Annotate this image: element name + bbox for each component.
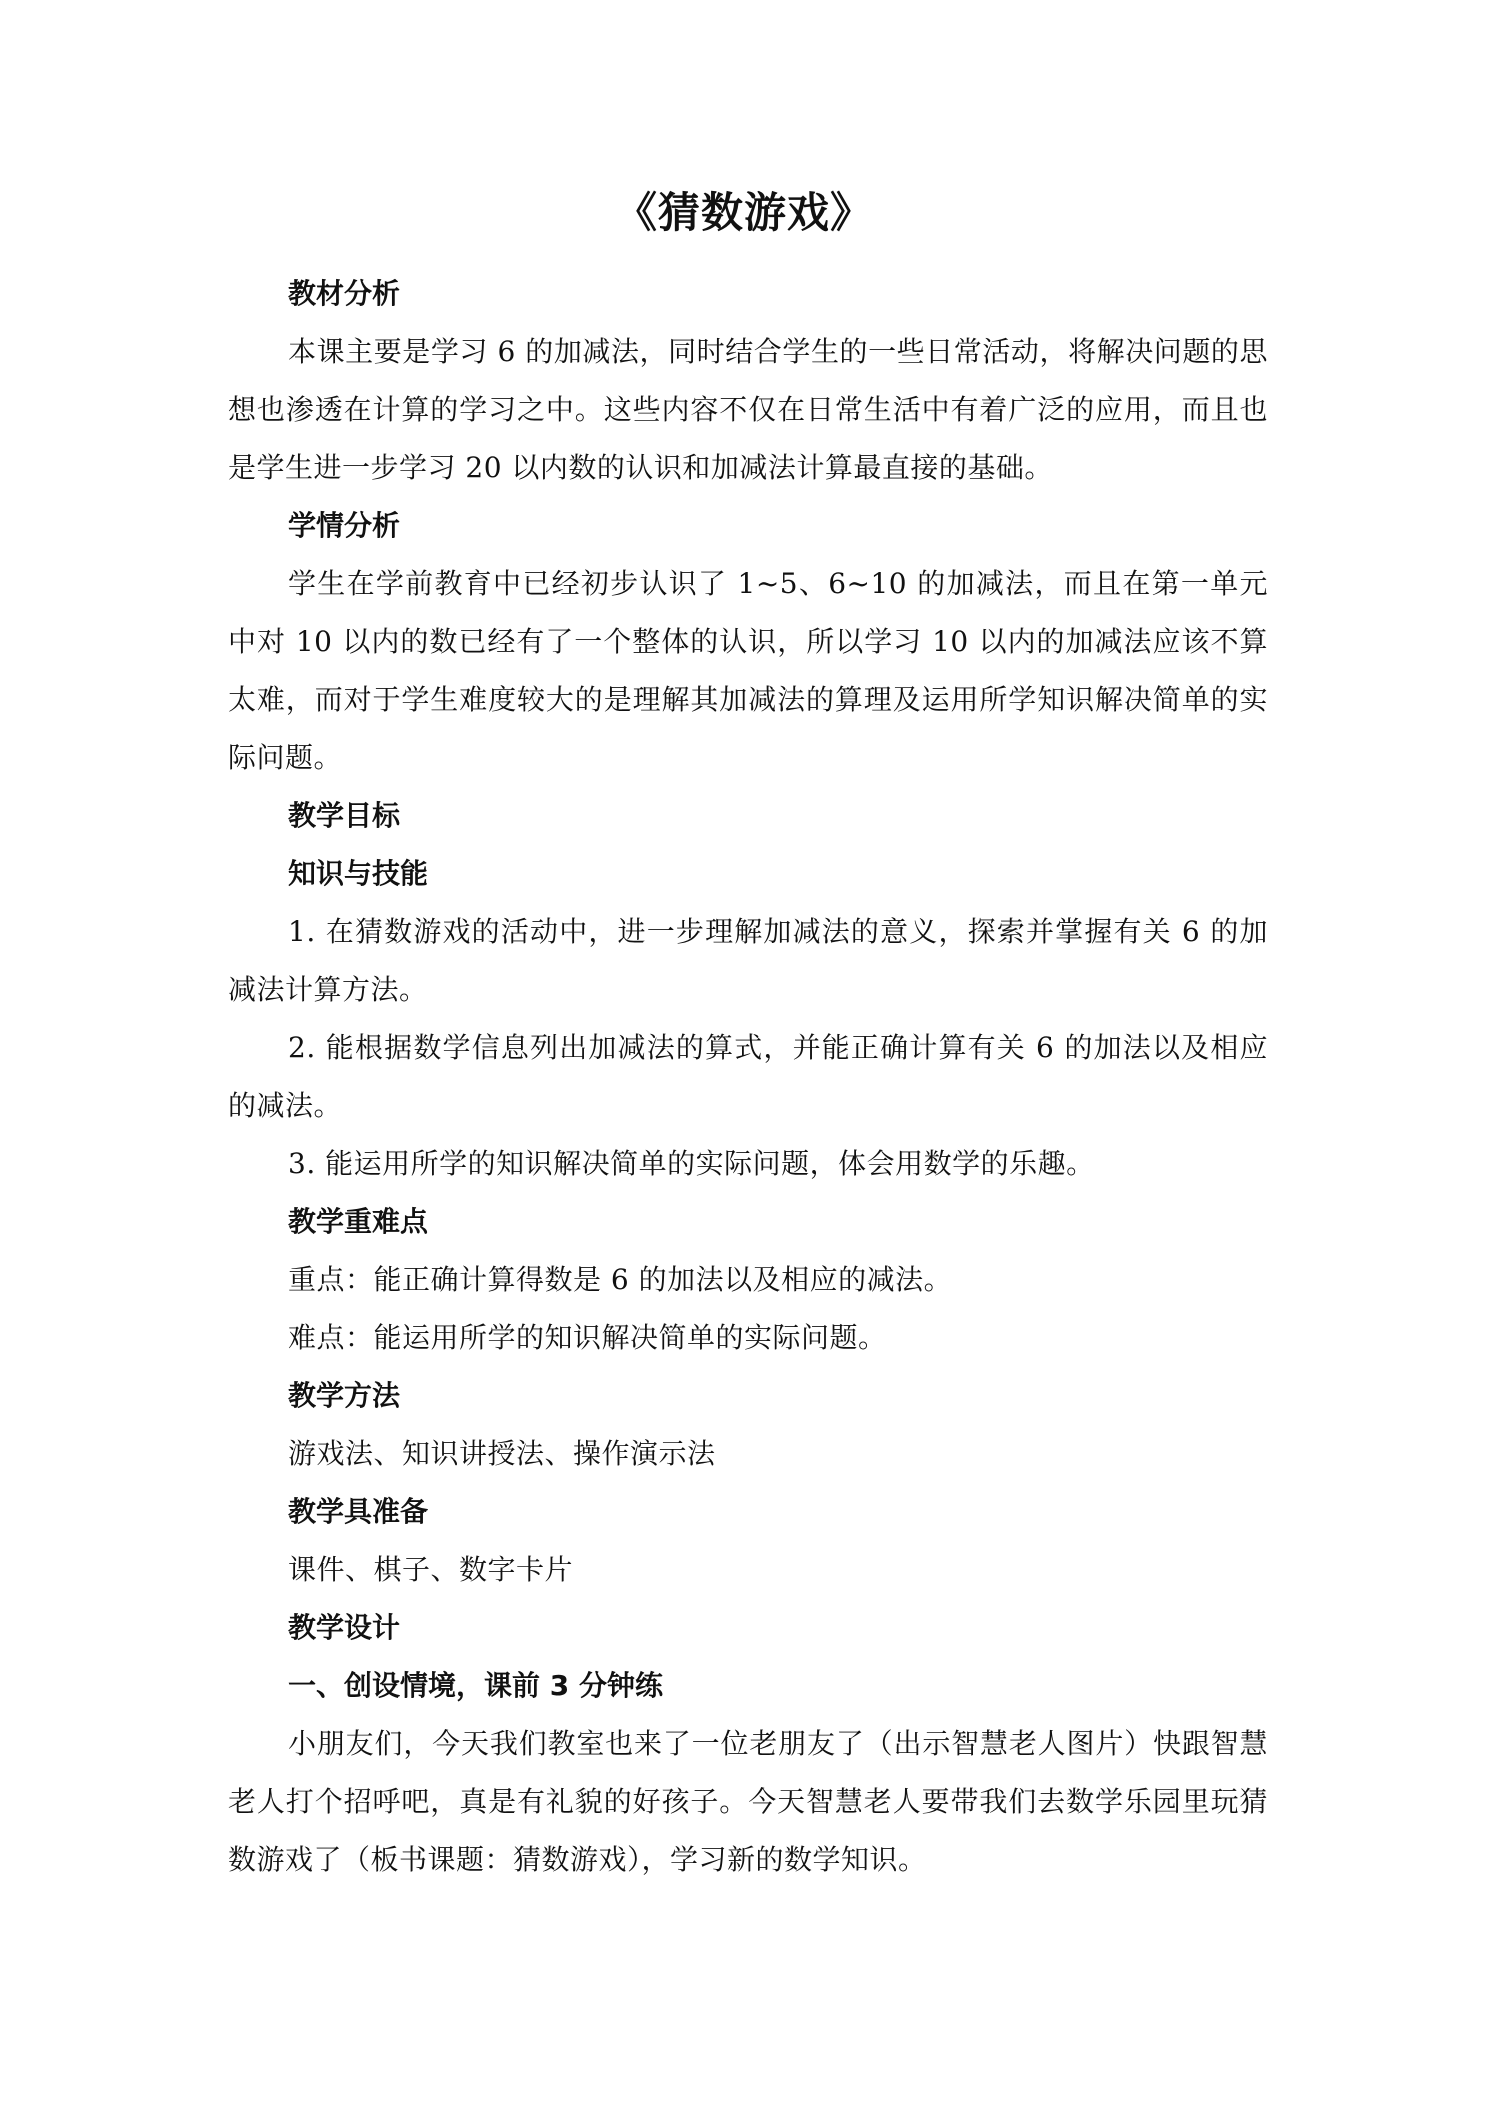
paragraph-create-situation: 小朋友们，今天我们教室也来了一位老朋友了（出示智慧老人图片）快跟智慧老人打个招呼吧，真是有礼貌的好孩子。今天智慧老人要带我们去数学乐园里玩猜数游戏了（板书课题：猜数游戏），学习新的数学知识。 bbox=[228, 1727, 1268, 1876]
teaching-methods-text: 游戏法、知识讲授法、操作演示法 bbox=[288, 1437, 716, 1470]
paragraph-textbook-analysis: 本课主要是学习 6 的加减法，同时结合学生的一些日常活动，将解决问题的思想也渗透在计算的学习之中。这些内容不仅在日常生活中有着广泛的应用，而且也是学生进一步学习 20 以内数的认识和加减法计算最直接的基础。 bbox=[228, 335, 1268, 484]
teaching-materials-text: 课件、棋子、数字卡片 bbox=[288, 1553, 574, 1586]
heading-teaching-goals: 教学目标 bbox=[288, 799, 401, 832]
goal-item-1: 1. 在猜数游戏的活动中，进一步理解加减法的意义，探索并掌握有关 6 的加减法计算方法。 bbox=[228, 915, 1268, 1006]
difficult-point: 难点：能运用所学的知识解决简单的实际问题。 bbox=[288, 1321, 887, 1354]
heading-key-difficult-points: 教学重难点 bbox=[288, 1205, 429, 1238]
goal-item-2: 2. 能根据数学信息列出加减法的算式，并能正确计算有关 6 的加法以及相应的减法。 bbox=[228, 1031, 1268, 1122]
heading-textbook-analysis: 教材分析 bbox=[288, 277, 401, 310]
key-point: 重点：能正确计算得数是 6 的加法以及相应的减法。 bbox=[288, 1263, 953, 1296]
document-body bbox=[228, 265, 1268, 1889]
heading-teaching-design: 教学设计 bbox=[288, 1611, 401, 1644]
paragraph-student-analysis: 学生在学前教育中已经初步认识了 1~5、6~10 的加减法，而且在第一单元中对 10 以内的数已经有了一个整体的认识，所以学习 10 以内的加减法应该不算太难，而对于学生难度较大的是理解其加减法的算理及运用所学知识解决简单的实际问题。 bbox=[228, 567, 1268, 774]
heading-student-analysis: 学情分析 bbox=[288, 509, 401, 542]
heading-teaching-methods: 教学方法 bbox=[288, 1379, 401, 1412]
heading-teaching-materials: 教学具准备 bbox=[288, 1495, 429, 1528]
document-title: 《猜数游戏》 bbox=[614, 188, 873, 237]
subheading-knowledge-skills: 知识与技能 bbox=[288, 857, 429, 890]
subheading-create-situation: 一、创设情境，课前 3 分钟练 bbox=[288, 1669, 663, 1702]
goal-item-3: 3. 能运用所学的知识解决简单的实际问题，体会用数学的乐趣。 bbox=[288, 1147, 1095, 1180]
